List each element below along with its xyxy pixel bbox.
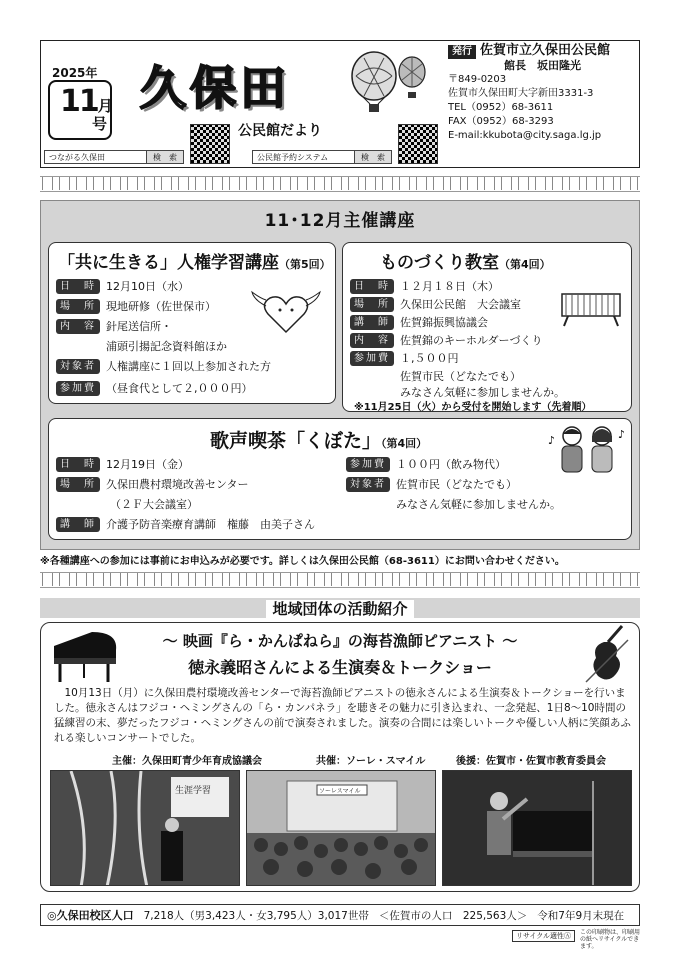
instructor-value: 介護予防音楽療育講師 権藤 由美子さん bbox=[106, 518, 315, 531]
lectures-title: 11･12月主催講座 bbox=[264, 211, 416, 231]
publisher-info bbox=[448, 44, 638, 143]
row-label: 対象者 bbox=[346, 477, 390, 492]
target-value: 佐賀市民（どなたでも） bbox=[396, 478, 517, 491]
target-value: 佐賀市民（どなたでも） bbox=[400, 370, 521, 383]
human-rights-title: 「共に生きる」人権学習講座（第5回） bbox=[58, 253, 331, 273]
date-value: 12月19日（金） bbox=[106, 458, 189, 471]
place-value: 久保田農村環境改善センター bbox=[106, 478, 249, 491]
search-label: つながる久保田 bbox=[49, 152, 105, 162]
invite-text: みなさん気軽に参加しませんか。 bbox=[396, 498, 561, 511]
row-label: 講 師 bbox=[56, 517, 100, 532]
decorative-divider bbox=[40, 176, 640, 190]
population-value: 7,218人（男3,423人・女3,795人）3,017世帯 bbox=[143, 909, 369, 922]
row-label: 場 所 bbox=[350, 297, 394, 312]
issue-suffix: 号 bbox=[92, 115, 108, 133]
photo-performance bbox=[50, 770, 240, 886]
winged-heart-icon bbox=[250, 286, 322, 338]
row-label: 参加費 bbox=[346, 457, 390, 472]
organizer: 主催：久保田町青少年育成協議会 bbox=[112, 756, 262, 767]
publisher-address: 佐賀市久保田町大字新田3331-3 bbox=[448, 88, 594, 99]
row-label: 日 時 bbox=[56, 457, 100, 472]
place-detail: （２Ｆ大会議室） bbox=[110, 498, 198, 511]
hot-air-balloon-icon bbox=[346, 50, 430, 116]
place-value: 現地研修（佐世保市） bbox=[106, 300, 216, 313]
loom-icon bbox=[558, 284, 624, 328]
target-value: 人権講座に１回以上参加された方 bbox=[106, 360, 271, 373]
svg-text:♪: ♪ bbox=[548, 434, 556, 447]
publisher-fax: FAX（0952）68-3293 bbox=[448, 116, 554, 127]
content-value: 佐賀錦のキーホルダーづくり bbox=[400, 334, 543, 347]
search-box-tsunagaru[interactable] bbox=[44, 150, 184, 164]
search-button[interactable]: 検 索 bbox=[354, 151, 391, 163]
row-label: 場 所 bbox=[56, 477, 100, 492]
row-label: 内 容 bbox=[350, 333, 394, 348]
craft-title: ものづくり教室（第4回） bbox=[380, 253, 551, 273]
content-value: 浦頭引揚記念資料館ほか bbox=[106, 340, 227, 353]
content-value: 針尾送信所・ bbox=[106, 320, 172, 333]
row-label: 日 時 bbox=[56, 279, 100, 294]
fee-value: １００円（飲み物代） bbox=[396, 458, 506, 471]
singers-icon bbox=[546, 422, 628, 476]
svg-text:♪: ♪ bbox=[618, 428, 626, 441]
publisher-tel: TEL（0952）68-3611 bbox=[448, 102, 554, 113]
fee-value: １,５００円 bbox=[400, 352, 459, 365]
publisher-org: 佐賀市立久保田公民館 bbox=[480, 43, 611, 58]
row-label: 場 所 bbox=[56, 299, 100, 314]
support: 後援：佐賀市・佐賀市教育委員会 bbox=[456, 756, 606, 767]
city-population: ＜佐賀市の人口 225,563人＞ bbox=[378, 909, 528, 922]
row-label: 対象者 bbox=[56, 359, 100, 374]
search-box-reservation[interactable] bbox=[252, 150, 392, 164]
row-label: 日 時 bbox=[350, 279, 394, 294]
newsletter-title: 久保田 bbox=[140, 61, 290, 115]
publisher-chief: 館長 坂田隆光 bbox=[504, 59, 581, 72]
event-heading-line1: ～ 映画『ら・かんぱねら』の海苔漁師ピアニスト ～ bbox=[162, 632, 518, 650]
fee-value: （昼食代として２,０００円） bbox=[106, 382, 253, 395]
qr-code-reservation[interactable] bbox=[398, 124, 438, 164]
search-button[interactable]: 検 索 bbox=[146, 151, 183, 163]
publisher-email[interactable]: E-mail:kkubota@city.saga.lg.jp bbox=[448, 130, 602, 141]
row-label: 参加費 bbox=[350, 351, 394, 366]
issue-month: 11月 bbox=[60, 84, 111, 119]
row-label: 内 容 bbox=[56, 319, 100, 334]
decorative-divider bbox=[40, 572, 640, 586]
invite-text: みなさん気軽に参加しませんか。 bbox=[400, 386, 565, 399]
population-date: 令和7年9月末現在 bbox=[537, 909, 625, 922]
qr-code-tsunagaru[interactable] bbox=[190, 124, 230, 164]
row-label: 参加費 bbox=[56, 381, 100, 396]
photo-sign-text: 生涯学習 bbox=[175, 786, 212, 796]
date-value: 12月10日（水） bbox=[106, 280, 189, 293]
community-title: 地域団体の活動紹介 bbox=[40, 598, 640, 619]
instructor-value: 佐賀錦振興協議会 bbox=[400, 316, 488, 329]
population-bar bbox=[40, 904, 640, 926]
craft-note: ※11月25日（火）から受付を開始します（先着順） bbox=[354, 402, 592, 413]
date-value: １２月１８日（木） bbox=[400, 280, 499, 293]
search-label: 公民館予約システム bbox=[257, 152, 329, 162]
newsletter-subtitle: 公民館だより bbox=[238, 123, 322, 139]
singing-cafe-title: 歌声喫茶「くぼた」（第4回） bbox=[210, 430, 428, 452]
recycle-note: この印刷物は、印刷用の紙へリサイクルできます。 bbox=[580, 929, 641, 950]
lectures-footnote: ※各種講座への参加には事前にお申込みが必要です。詳しくは久保田公民館（68-3611）にお問い合わせください。 bbox=[40, 556, 565, 567]
population-label: ◎久保田校区人口 bbox=[47, 909, 134, 922]
cosponsor: 共催：ソーレ・スマイル bbox=[316, 756, 426, 767]
row-label: 講 師 bbox=[350, 315, 394, 330]
event-description: 10月13日（月）に久保田農村環境改善センターで海苔漁師ピアニストの徳永さんによる生演奏＆トークショーを行いました。徳永さんはフジコ・ヘミングさんの「ら・カンパネラ」を聴きその魅力に引き込まれ、一念発起、1日8～10時間の猛練習の末、夢だったフジコ・ヘミングさんの前で演奏されました。演奏の合間には楽しいトークや優しい人柄に笑顔あふれる楽しいコンサートでした。 bbox=[54, 687, 631, 744]
photo-sign-text: ソーレスマイル bbox=[319, 788, 361, 795]
event-heading-line2: 徳永義昭さんによる生演奏＆トークショー bbox=[188, 658, 492, 677]
publisher-zip: 〒849-0203 bbox=[448, 74, 507, 85]
photo-pianist bbox=[442, 770, 632, 886]
issue-year: 2025年 bbox=[52, 66, 98, 80]
publisher-tag: 発行 bbox=[448, 45, 476, 59]
recycle-badge: リサイクル適性Ⓐ bbox=[512, 930, 575, 942]
place-value: 久保田公民館 大会議室 bbox=[400, 298, 521, 311]
photo-audience bbox=[246, 770, 436, 886]
